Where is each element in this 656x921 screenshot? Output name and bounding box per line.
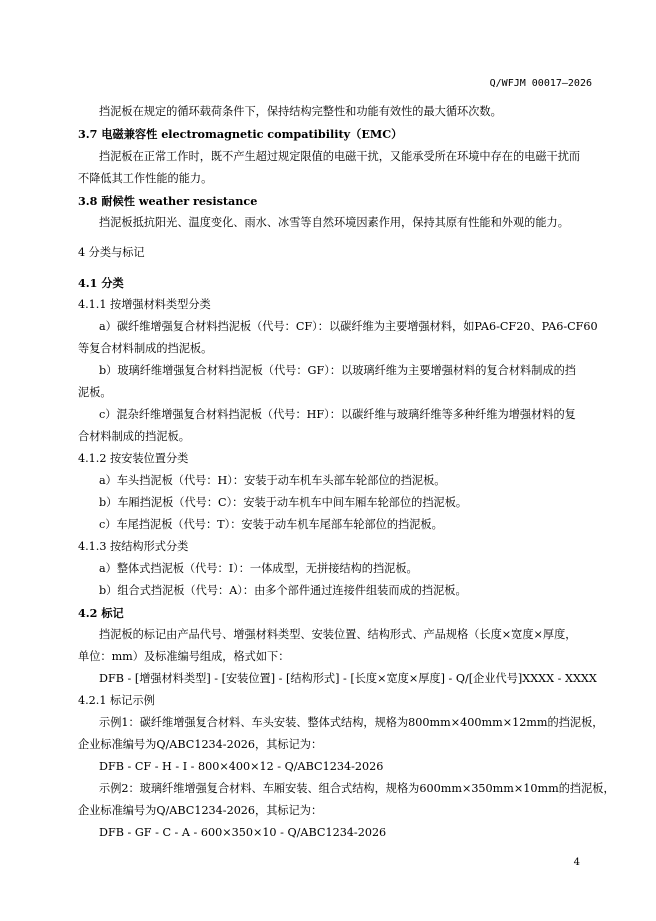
marking-format: DFB - [增强材料类型] - [安装位置] - [结构形式] - [长度×宽度×厚度] - Q/[企业代号]XXXX - XXXX [99, 672, 597, 685]
list-item-cont: 等复合材料制成的挡泥板。 [78, 342, 213, 355]
list-item: a）整体式挡泥板（代号：I）：一体成型，无拼接结构的挡泥板。 [99, 562, 418, 575]
section-heading-4-1: 4.1 分类 [78, 276, 124, 290]
page-number: 4 [573, 857, 580, 868]
subsection-heading-4-2-1: 4.2.1 标记示例 [78, 694, 155, 707]
example-text: 企业标准编号为Q/ABC1234-2026，其标记为： [78, 738, 323, 751]
subsection-heading-4-1-3: 4.1.3 按结构形式分类 [78, 540, 189, 553]
body-text: 挡泥板的标记由产品代号、增强材料类型、安装位置、结构形式、产品规格（长度×宽度×厚度， [99, 628, 577, 641]
list-item: c）混杂纤维增强复合材料挡泥板（代号：HF）：以碳纤维与玻璃纤维等多种纤维为增强材料的复 [99, 408, 576, 421]
body-text: 挡泥板在规定的循环载荷条件下，保持结构完整性和功能有效性的最大循环次数。 [99, 105, 502, 118]
list-item: b）车厢挡泥板（代号：C）：安装于动车机车中间车厢车轮部位的挡泥板。 [99, 496, 468, 509]
chapter-heading-4: 4 分类与标记 [78, 246, 145, 259]
list-item-cont: 泥板。 [78, 386, 112, 399]
example-text: 企业标准编号为Q/ABC1234-2026，其标记为： [78, 804, 323, 817]
body-text: 单位：mm）及标准编号组成，格式如下： [78, 650, 290, 663]
list-item: b）玻璃纤维增强复合材料挡泥板（代号：GF）：以玻璃纤维为主要增强材料的复合材料制成的挡 [99, 364, 576, 377]
list-item: b）组合式挡泥板（代号：A）：由多个部件通过连接件组装而成的挡泥板。 [99, 584, 467, 597]
section-heading-3-8: 3.8 耐候性 weather resistance [78, 194, 258, 208]
section-heading-4-2: 4.2 标记 [78, 606, 124, 620]
list-item: c）车尾挡泥板（代号：T）：安装于动车机车尾部车轮部位的挡泥板。 [99, 518, 443, 531]
example-text: 示例1：碳纤维增强复合材料、车头安装、整体式结构，规格为800mm×400mm×12mm的挡泥板， [99, 716, 604, 729]
list-item-cont: 合材料制成的挡泥板。 [78, 430, 190, 443]
section-heading-3-7: 3.7 电磁兼容性 electromagnetic compatibility（EMC） [78, 127, 403, 141]
body-text: 挡泥板抵抗阳光、温度变化、雨水、冰雪等自然环境因素作用，保持其原有性能和外观的能力。 [99, 216, 569, 229]
example-marking: DFB - GF - C - A - 600×350×10 - Q/ABC1234-2026 [99, 826, 387, 839]
example-text: 示例2：玻璃纤维增强复合材料、车厢安装、组合式结构，规格为600mm×350mm×10mm的挡泥板， [99, 782, 615, 795]
list-item: a）车头挡泥板（代号：H）：安装于动车机车头部车轮部位的挡泥板。 [99, 474, 446, 487]
subsection-heading-4-1-2: 4.1.2 按安装位置分类 [78, 452, 189, 465]
document-code: Q/WFJM 00017—2026 [489, 78, 592, 89]
example-marking: DFB - CF - H - I - 800×400×12 - Q/ABC1234-2026 [99, 760, 384, 773]
body-text: 不降低其工作性能的能力。 [78, 172, 213, 185]
body-text: 挡泥板在正常工作时，既不产生超过规定限值的电磁干扰，又能承受所在环境中存在的电磁干扰而 [99, 150, 581, 163]
subsection-heading-4-1-1: 4.1.1 按增强材料类型分类 [78, 298, 211, 311]
list-item: a）碳纤维增强复合材料挡泥板（代号：CF）：以碳纤维为主要增强材料，如PA6-CF20、PA6-CF60 [99, 320, 598, 333]
